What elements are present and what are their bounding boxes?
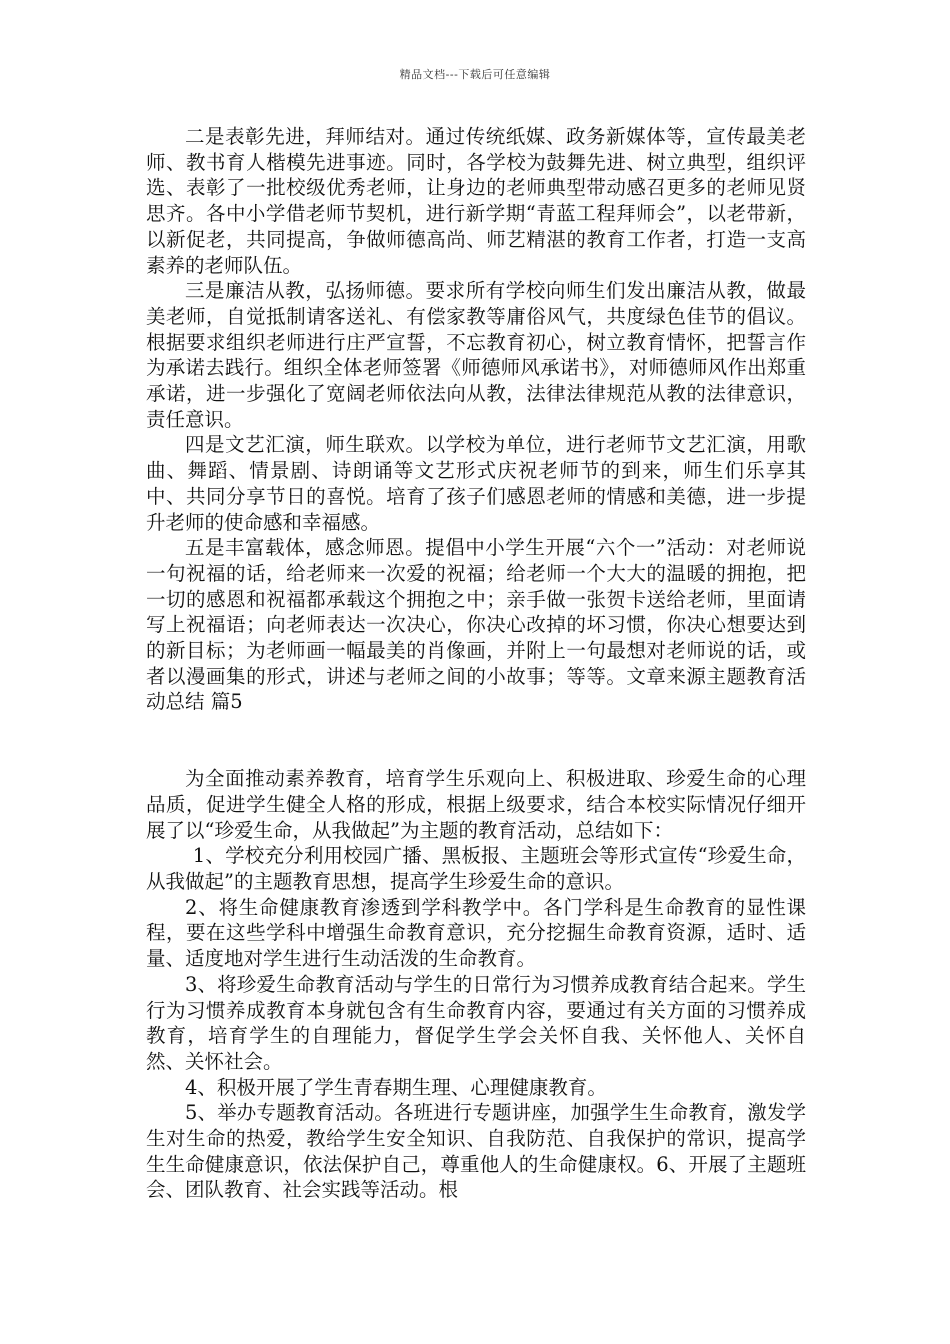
paragraph: 为全面推动素养教育，培育学生乐观向上、积极进取、珍爱生命的心理品质，促进学生健全人格的形成，根据上级要求，结合本校实际情况仔细开展了以“珍爱生命，从我做起”为主题的教育活动，总结如下： [146,767,806,842]
list-item: 5、举办专题教育活动。各班进行专题讲座，加强学生生命教育，激发学生对生命的热爱，教给学生安全知识、自我防范、自我保护的常识，提高学生生命健康意识，依法保护自己，尊重他人的生命健康权。6、开展了主题班会、团队教育、社会实践等活动。根 [146,1101,806,1202]
list-item: 1、学校充分利用校园广播、黑板报、主题班会等形式宣传“珍爱生命，从我做起”的主题教育思想，提高学生珍爱生命的意识。 [146,844,806,893]
document-body [146,124,806,1203]
list-item: 2、将生命健康教育渗透到学科教学中。各门学科是生命教育的显性课程，要在这些学科中增强生命教育意识，充分挖掘生命教育资源，适时、适量、适度地对学生进行生动活泼的生命教育。 [146,895,806,971]
page-header: 精品文档---下载后可任意编辑 [399,68,551,81]
paragraph: 二是表彰先进，拜师结对。通过传统纸媒、政务新媒体等，宣传最美老师、教书育人楷模先进事迹。同时，各学校为鼓舞先进、树立典型，组织评选、表彰了一批校级优秀老师，让身边的老师典型带动感召更多的老师见贤思齐。各中小学借老师节契机，进行新学期“青蓝工程拜师会”，以老带新，以新促老，共同提高，争做师德高尚、师艺精湛的教育工作者，打造一支高素养的老师队伍。 [146,125,806,277]
list-item: 4、积极开展了学生青春期生理、心理健康教育。 [185,1075,607,1099]
paragraph: 五是丰富载体，感念师恩。提倡中小学生开展“六个一”活动：对老师说一句祝福的话，给老师来一次爱的祝福；给老师一个大大的温暖的拥抱，把一切的感恩和祝福都承载这个拥抱之中；亲手做一张贺卡送给老师，里面请写上祝福语；向老师表达一次决心，你决心改掉的坏习惯，你决心想要达到的新目标；为老师画一幅最美的肖像画，并附上一句最想对老师说的话，或者以漫画集的形式，讲述与老师之间的小故事；等等。文章来源主题教育活动总结 篇5 [146,536,806,714]
list-item: 3、将珍爱生命教育活动与学生的日常行为习惯养成教育结合起来。学生行为习惯养成教育本身就包含有生命教育内容，要通过有关方面的习惯养成教育，培育学生的自理能力，督促学生学会关怀自我、关怀他人、关怀自然、关怀社会。 [146,972,806,1073]
paragraph: 四是文艺汇演，师生联欢。以学校为单位，进行老师节文艺汇演，用歌曲、舞蹈、情景剧、诗朗诵等文艺形式庆祝老师节的到来，师生们乐享其中、共同分享节日的喜悦。培育了孩子们感恩老师的情感和美德，进一步提升老师的使命感和幸福感。 [146,433,806,534]
paragraph: 三是廉洁从教，弘扬师德。要求所有学校向师生们发出廉洁从教，做最美老师，自觉抵制请客送礼、有偿家教等庸俗风气，共度绿色佳节的倡议。根据要求组织老师进行庄严宣誓，不忘教育初心，树立教育情怀，把誓言作为承诺去践行。组织全体老师签署《师德师风承诺书》，对师德师风作出郑重承诺，进一步强化了宽阔老师依法向从教，法律法律规范从教的法律意识，责任意识。 [146,279,806,431]
